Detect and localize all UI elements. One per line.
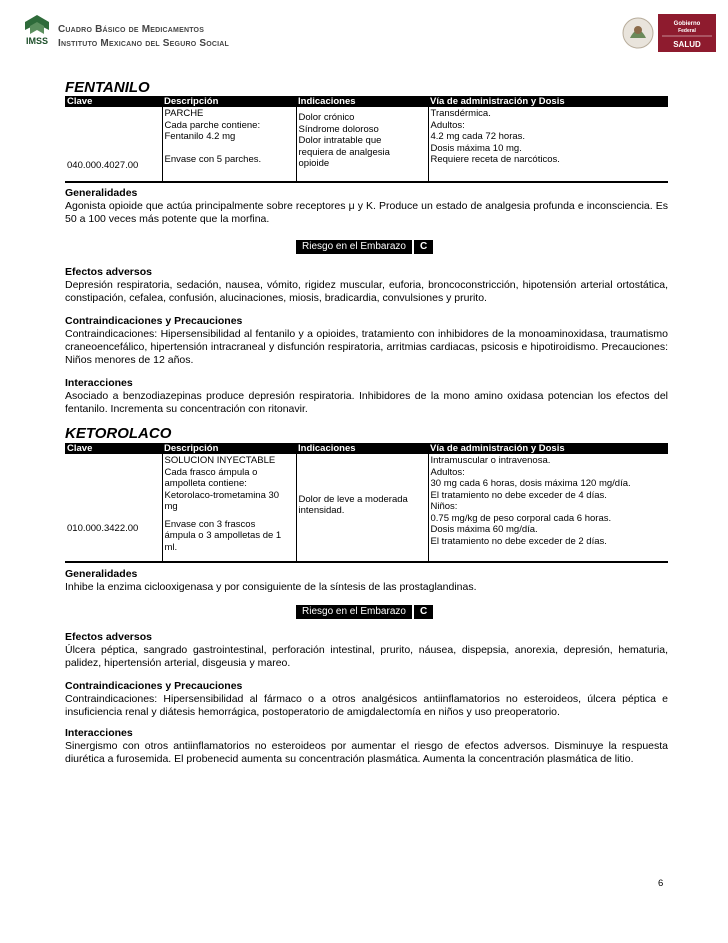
dosis-line: Dosis máxima 60 mg/día. [430, 524, 538, 535]
gob-line-3: SALUD [673, 40, 701, 49]
page-header [0, 0, 728, 60]
ind-line: Dolor crónico [298, 112, 355, 123]
dosis-line: Adultos: [430, 466, 465, 478]
dosis-line: 4.2 mg cada 72 horas. [430, 131, 526, 142]
section-heading-interacciones: Interacciones [65, 727, 133, 739]
desc-line: Cada parche contiene: [164, 119, 261, 131]
section-heading-efectos: Efectos adversos [65, 266, 152, 278]
section-heading-generalidades: Generalidades [65, 187, 138, 199]
section-heading-efectos: Efectos adversos [65, 631, 152, 643]
section-text-interacciones: Asociado a benzodiazepinas produce depresión respiratoria. Inhibidores de la mono amino oxidasa potencian los efectos del fentanilo. Incrementa su concentración con ritonavir. [65, 390, 668, 415]
section-heading-contraindicaciones: Contraindicaciones y Precauciones [65, 315, 243, 327]
cell-indicaciones: Dolor de leve a moderada intensidad. [296, 454, 428, 562]
cell-via-dosis [428, 107, 668, 182]
pregnancy-risk-label: Riesgo en el Embarazo [296, 240, 412, 254]
desc-line: Fentanilo 4.2 mg [164, 131, 236, 142]
dosis-line: 30 mg cada 6 horas, dosis máxima 120 mg/día. [430, 478, 631, 489]
col-header-via-dosis: Vía de administración y Dosis [428, 443, 668, 454]
ind-line: Síndrome doloroso [298, 123, 379, 135]
pregnancy-risk-badge [296, 605, 433, 619]
section-text-efectos: Úlcera péptica, sangrado gastrointestinal, perforación intestinal, prurito, náusea, dispepsia, anorexia, depresión, hematuria, palidez, hipertensión arterial, disgeusia y mareo. [65, 644, 668, 669]
dosis-line: Transdérmica. [430, 108, 491, 119]
dosis-line: Intramuscular o intravenosa. [430, 455, 551, 466]
cell-via-dosis [428, 454, 668, 562]
gobierno-federal-salud-logo-icon [620, 14, 716, 52]
drug-title-fentanilo: FENTANILO [65, 79, 150, 96]
imss-logo-text: IMSS [25, 36, 49, 46]
dosis-line: 0.75 mg/kg de peso corporal cada 6 horas. [430, 512, 612, 524]
drug-title-ketorolaco: KETOROLACO [65, 425, 172, 442]
table-row [65, 454, 668, 562]
pregnancy-risk-category: C [414, 605, 433, 619]
dosis-line: El tratamiento no debe exceder de 4 días. [430, 489, 607, 501]
desc-line: PARCHE [164, 108, 204, 119]
desc-line: SOLUCION INYECTABLE [164, 455, 276, 466]
cell-descripcion [162, 107, 296, 182]
desc-line: mg [164, 501, 178, 512]
gob-line-1: Gobierno [673, 21, 701, 27]
dosis-line: Dosis máxima 10 mg. [430, 142, 522, 154]
col-header-indicaciones: Indicaciones [296, 96, 428, 107]
section-text-interacciones: Sinergismo con otros antiinflamatorios no esteroideos por aumentar el riesgo de efectos adversos. Disminuye la respuesta diurética a furosemida. El probenecid aumenta su concentración plasmática. Aumenta la concentración plasmática de litio. [65, 740, 668, 765]
section-text-contraindicaciones: Contraindicaciones: Hipersensibilidad al fentanilo y a opioides, tratamiento con inhibidores de la monoaminoxidasa, traumatismo craneoencefálico, hipertensión intracraneal y disfunción respiratoria, arritmias cardiacas, psicosis e hipotiroidismo. Precauciones: Niños menores de 12 años. [65, 328, 668, 366]
table-row [65, 107, 668, 182]
col-header-descripcion: Descripción [162, 443, 296, 454]
desc-line: ámpula o 3 ampolletas de 1 [164, 530, 282, 541]
imss-logo-icon [20, 12, 54, 46]
pregnancy-risk-category: C [414, 240, 433, 254]
institution-line-1: Cuadro Básico de Medicamentos [58, 24, 205, 35]
col-header-indicaciones: Indicaciones [296, 443, 428, 454]
pregnancy-risk-label: Riesgo en el Embarazo [296, 605, 412, 619]
section-text-contraindicaciones: Contraindicaciones: Hipersensibilidad al fármaco o a otros analgésicos antiinflamatorios no esteroideos, úlcera péptica e insuficiencia renal y diátesis hemorrágica, postoperatorio de amigdalectomía en niños y uso preoperatorio. [65, 693, 668, 718]
col-header-clave: Clave [65, 443, 162, 454]
institution-line-2: Instituto Mexicano del Seguro Social [58, 38, 229, 49]
ind-line: Dolor intratable que [298, 135, 382, 146]
section-heading-interacciones: Interacciones [65, 377, 133, 389]
table-header-row [65, 443, 668, 454]
section-heading-contraindicaciones: Contraindicaciones y Precauciones [65, 680, 243, 692]
cell-clave: 040.000.4027.00 [65, 107, 162, 182]
desc-line: ampolleta contiene: [164, 478, 247, 489]
dosis-line: Requiere receta de narcóticos. [430, 154, 560, 165]
desc-line: Cada frasco ámpula o [164, 466, 258, 478]
section-text-generalidades: Inhibe la enzima ciclooxigenasa y por consiguiente de la síntesis de las prostaglandinas. [65, 581, 477, 593]
dosis-line: El tratamiento no debe exceder de 2 días. [430, 535, 607, 547]
ind-line: requiera de analgesia [298, 146, 390, 158]
ind-line: opioide [298, 158, 330, 169]
desc-line: ml. [164, 541, 178, 553]
cell-clave: 010.000.3422.00 [65, 454, 162, 562]
gob-line-2: Federal [678, 28, 696, 34]
table-header-row [65, 96, 668, 107]
desc-line: Envase con 3 frascos [164, 518, 256, 530]
ketorolaco-table [65, 443, 668, 563]
dosis-line: Niños: [430, 501, 458, 512]
cell-descripcion [162, 454, 296, 562]
pregnancy-risk-badge [296, 240, 433, 254]
desc-line: Envase con 5 parches. [164, 153, 262, 165]
col-header-clave: Clave [65, 96, 162, 107]
fentanilo-table [65, 96, 668, 183]
col-header-descripcion: Descripción [162, 96, 296, 107]
cell-indicaciones [296, 107, 428, 182]
desc-line: Ketorolaco-trometamina 30 [164, 489, 280, 501]
page-number: 6 [658, 878, 664, 889]
col-header-via-dosis: Vía de administración y Dosis [428, 96, 668, 107]
dosis-line: Adultos: [430, 119, 465, 131]
section-text-generalidades: Agonista opioide que actúa principalmente sobre receptores μ y Κ. Produce un estado de analgesia profunda e inconsciencia. Es 50 a 100 veces más potente que la morfina. [65, 200, 668, 225]
section-heading-generalidades: Generalidades [65, 568, 138, 580]
section-text-efectos: Depresión respiratoria, sedación, nausea, vómito, rigidez muscular, euforia, broncoconstricción, hipotensión arterial ortostática, constipación, cefalea, confusión, alucinaciones, miosis, bradicardia, convulsiones y prurito. [65, 279, 668, 304]
